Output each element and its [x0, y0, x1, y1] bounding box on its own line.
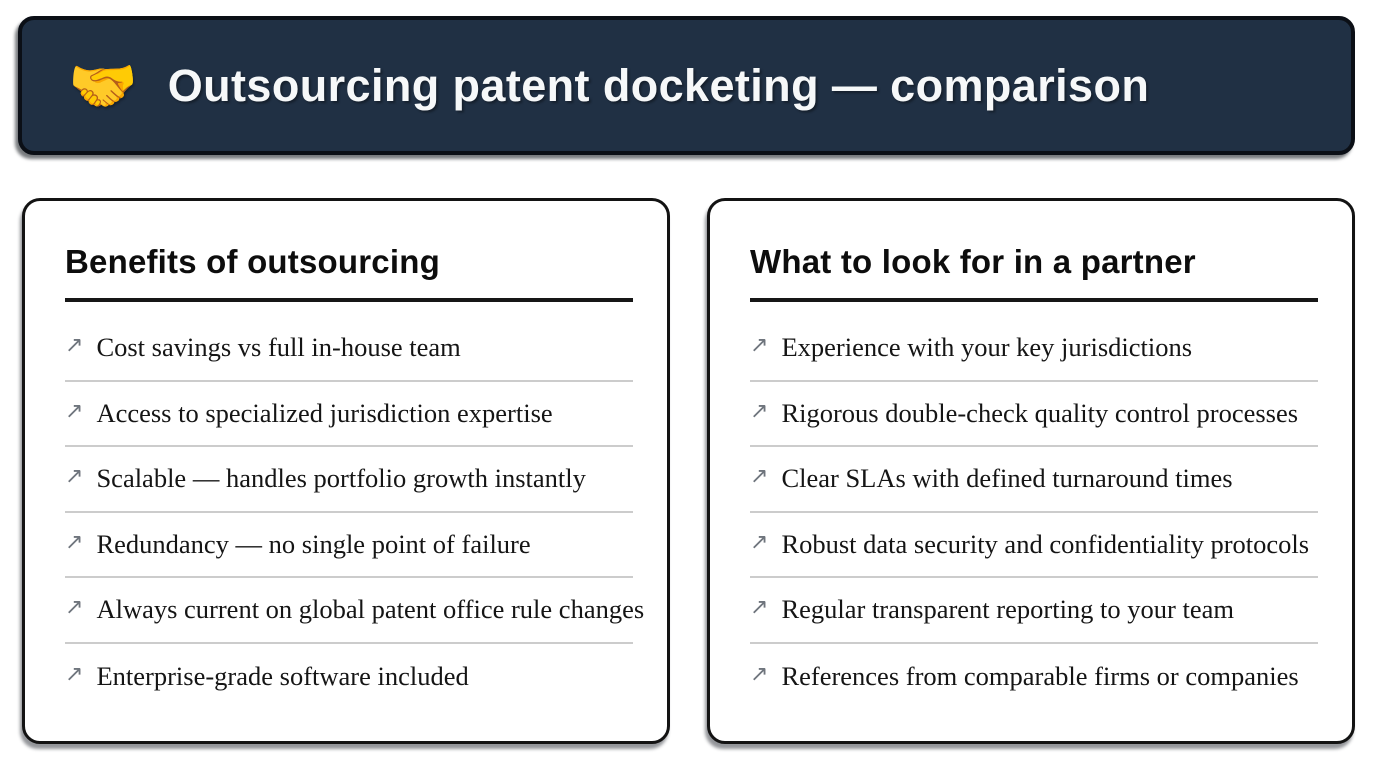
arrow-up-right-icon: ↗	[750, 661, 769, 687]
list-item	[750, 382, 1318, 448]
handshake-icon: 🤝	[68, 53, 138, 117]
cards-row	[22, 198, 1355, 744]
arrow-up-right-icon: ↗	[65, 333, 84, 359]
list-item	[65, 447, 633, 513]
arrow-up-right-icon: ↗	[750, 595, 769, 621]
title-underline	[65, 298, 633, 302]
arrow-up-right-icon: ↗	[65, 595, 84, 621]
list-item-text: Cost savings vs full in-house team	[96, 332, 461, 363]
list-item-text: Access to specialized jurisdiction expertise	[96, 397, 553, 428]
list-item-text: References from comparable firms or companies	[781, 660, 1299, 691]
arrow-up-right-icon: ↗	[750, 464, 769, 490]
arrow-up-right-icon: ↗	[750, 333, 769, 359]
benefits-card-title: Benefits of outsourcing	[65, 243, 440, 280]
list-item-text: Redundancy — no single point of failure	[96, 528, 531, 559]
arrow-up-right-icon: ↗	[65, 529, 84, 555]
partner-card-title: What to look for in a partner	[750, 243, 1196, 280]
page-title: Outsourcing patent docketing — comparison	[167, 59, 1150, 111]
list-item	[750, 447, 1318, 513]
list-item	[65, 382, 633, 448]
arrow-up-right-icon: ↗	[65, 661, 84, 687]
list-item	[65, 644, 633, 710]
list-item	[65, 578, 645, 644]
list-item-text: Scalable — handles portfolio growth instantly	[96, 463, 586, 494]
benefits-card	[22, 198, 670, 744]
arrow-up-right-icon: ↗	[65, 464, 84, 490]
list-item	[750, 578, 1318, 644]
list-item-text: Enterprise-grade software included	[96, 660, 469, 691]
list-item-text: Clear SLAs with defined turnaround times	[781, 463, 1233, 494]
list-item	[750, 316, 1318, 382]
arrow-up-right-icon: ↗	[65, 398, 84, 424]
arrow-up-right-icon: ↗	[750, 398, 769, 424]
list-item-text: Robust data security and confidentiality protocols	[781, 528, 1310, 559]
list-item	[750, 513, 1318, 579]
list-item	[750, 644, 1318, 710]
header-banner	[18, 16, 1355, 155]
arrow-up-right-icon: ↗	[750, 529, 769, 555]
partner-card	[707, 198, 1355, 744]
list-item-text: Regular transparent reporting to your team	[781, 594, 1234, 625]
benefits-list	[65, 316, 645, 709]
list-item	[65, 316, 633, 382]
list-item-text: Rigorous double-check quality control processes	[781, 397, 1299, 428]
list-item	[65, 513, 633, 579]
partner-list	[750, 316, 1318, 709]
title-underline	[750, 298, 1318, 302]
list-item-text: Always current on global patent office rule changes	[96, 594, 645, 625]
list-item-text: Experience with your key jurisdictions	[781, 332, 1193, 363]
